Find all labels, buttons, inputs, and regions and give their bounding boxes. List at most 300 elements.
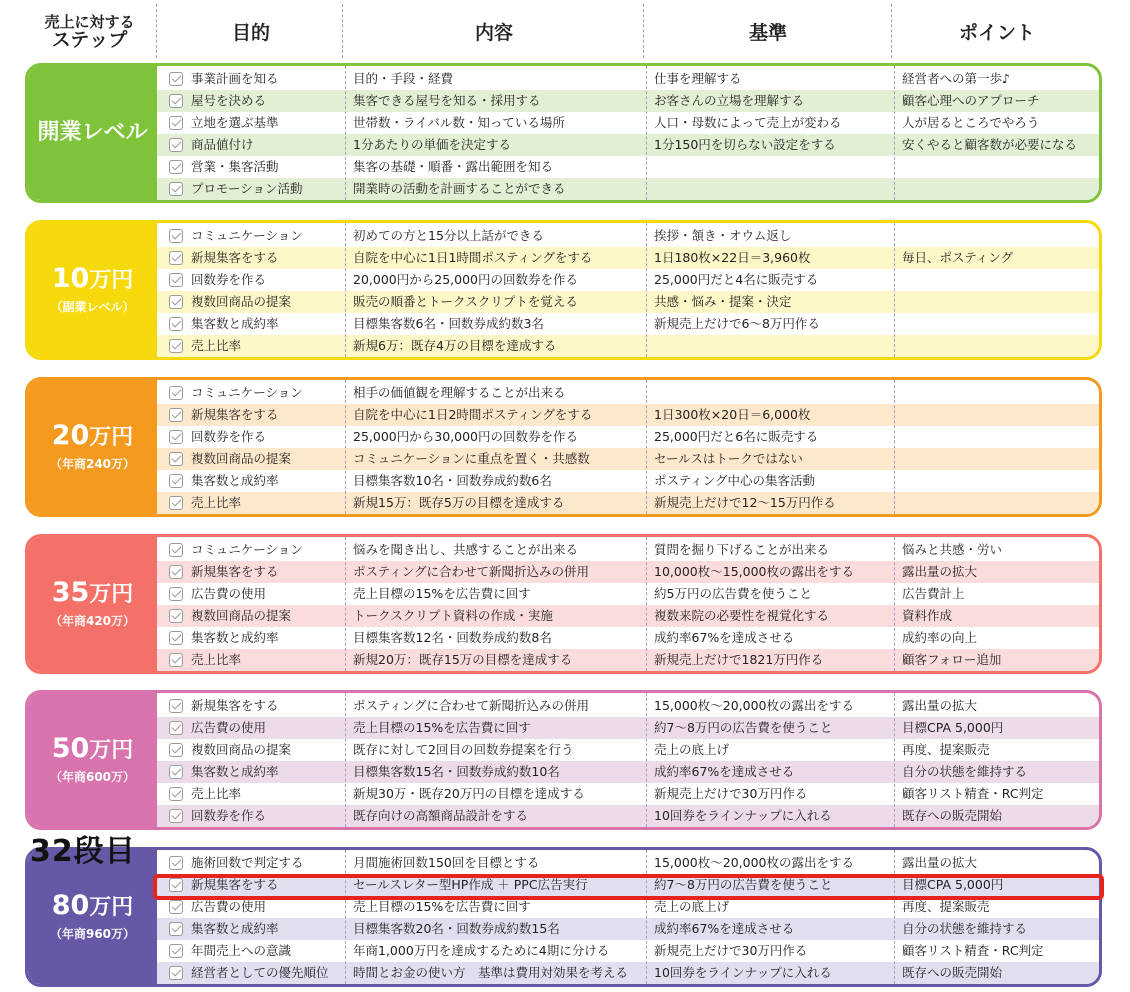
section-label — [28, 850, 157, 984]
table-row — [157, 918, 1099, 940]
row-purpose — [169, 269, 344, 291]
row-purpose-text: 新規集客をする — [191, 407, 279, 422]
row-content-text: 月間施術回数150回を目標とする — [353, 855, 540, 870]
row-content — [353, 470, 648, 492]
row-content — [353, 649, 648, 671]
row-content-text: 25,000円から30,000円の回数券を作る — [353, 429, 578, 444]
row-standard-text: 新規売上だけで12〜15万円作る — [654, 495, 836, 510]
section-rows — [157, 539, 1099, 671]
section-20man — [25, 377, 1102, 517]
row-content — [353, 225, 648, 247]
row-standard-text: 売上の底上げ — [654, 899, 730, 914]
row-point-text: 成約率の向上 — [902, 630, 978, 645]
section-label-main — [52, 265, 134, 295]
row-purpose — [169, 156, 344, 178]
row-point — [902, 940, 1102, 962]
row-purpose-text: 経営者としての優先順位 — [191, 965, 329, 980]
row-content — [353, 90, 648, 112]
column-divider — [345, 66, 346, 200]
row-content-text: 1分あたりの単価を決定する — [353, 137, 511, 152]
section-rows — [157, 695, 1099, 827]
section-label-value: 開業レベル — [37, 120, 148, 145]
checkbox-icon — [169, 317, 183, 331]
column-divider — [894, 850, 895, 984]
row-point — [902, 68, 1102, 90]
row-content-text: 年商1,000万円を達成するために4期に分ける — [353, 943, 610, 958]
column-divider — [345, 380, 346, 514]
row-standard-text: 新規売上だけで30万円作る — [654, 943, 808, 958]
table-row — [157, 852, 1099, 874]
row-standard-text: 挨拶・頷き・オウム返し — [654, 228, 792, 243]
row-content-text: 売上目標の15%を広告費に回す — [353, 720, 531, 735]
row-purpose-text: 複数回商品の提案 — [191, 742, 292, 757]
row-standard — [654, 426, 894, 448]
row-purpose-text: 集客数と成約率 — [191, 473, 279, 488]
row-purpose-text: プロモーション活動 — [191, 181, 303, 196]
table-row — [157, 805, 1099, 827]
checkbox-icon — [169, 386, 183, 400]
row-content — [353, 805, 648, 827]
row-content-text: 目的・手段・経費 — [353, 71, 454, 86]
row-content — [353, 313, 648, 335]
table-row — [157, 717, 1099, 739]
row-point — [902, 269, 1102, 291]
row-content-text: 新規15万：既存5万の目標を達成する — [353, 495, 565, 510]
checkbox-icon — [169, 94, 183, 108]
row-standard — [654, 649, 894, 671]
row-purpose-text: 集客数と成約率 — [191, 921, 279, 936]
row-purpose-text: 売上比率 — [191, 652, 242, 667]
checkbox-icon — [169, 408, 183, 422]
row-content-text: 悩みを聞き出し、共感することが出来る — [353, 542, 579, 557]
header-step-line1: 売上に対する — [44, 13, 135, 31]
row-content-text: 自院を中心に1日1時間ポスティングをする — [353, 250, 593, 265]
header-divider — [156, 4, 157, 58]
section-label-sub: （年商420万） — [49, 614, 136, 628]
column-divider — [646, 66, 647, 200]
row-content — [353, 112, 648, 134]
row-purpose-text: 回数券を作る — [191, 808, 267, 823]
row-purpose — [169, 605, 344, 627]
row-standard — [654, 313, 894, 335]
row-content-text: ポスティングに合わせて新聞折込みの併用 — [353, 564, 590, 579]
row-standard — [654, 761, 894, 783]
row-content-text: 自院を中心に1日2時間ポスティングをする — [353, 407, 593, 422]
row-content — [353, 918, 648, 940]
section-label — [28, 537, 157, 671]
section-rows — [157, 382, 1099, 514]
row-content — [353, 783, 648, 805]
checkbox-icon — [169, 496, 183, 510]
row-standard-text: セールスはトークではない — [654, 451, 803, 466]
row-purpose-text: 集客数と成約率 — [191, 316, 279, 331]
section-35man — [25, 534, 1102, 674]
table-row — [157, 492, 1099, 514]
row-standard-text: 新規売上だけで1821万円作る — [654, 652, 824, 667]
row-purpose-text: コミュニケーション — [191, 228, 303, 243]
row-point — [902, 583, 1102, 605]
row-standard — [654, 269, 894, 291]
row-standard — [654, 382, 894, 404]
row-point-text: 自分の状態を維持する — [902, 921, 1028, 936]
header-purpose: 目的 — [231, 21, 270, 44]
checkbox-icon — [169, 182, 183, 196]
row-point — [902, 90, 1102, 112]
row-content — [353, 561, 648, 583]
row-point — [902, 717, 1102, 739]
row-standard — [654, 156, 894, 178]
row-purpose — [169, 134, 344, 156]
checkbox-icon — [169, 900, 183, 914]
table-row — [157, 382, 1099, 404]
row-point — [902, 761, 1102, 783]
row-point — [902, 335, 1102, 357]
table-row — [157, 134, 1099, 156]
row-standard — [654, 605, 894, 627]
row-purpose-text: 複数回商品の提案 — [191, 294, 292, 309]
section-label-value: 35 — [51, 577, 90, 608]
row-standard-text: 25,000円だと4名に販売する — [654, 272, 819, 287]
row-standard — [654, 178, 894, 200]
row-content — [353, 605, 648, 627]
checkbox-icon — [169, 699, 183, 713]
row-standard-text: 15,000枚〜20,000枚の露出をする — [654, 698, 854, 713]
column-divider — [646, 537, 647, 671]
row-point-text: 目標CPA 5,000円 — [902, 720, 1004, 735]
row-purpose — [169, 739, 344, 761]
table-row — [157, 940, 1099, 962]
table-header — [0, 0, 1130, 62]
row-point-text: 顧客心理へのアプローチ — [902, 93, 1040, 108]
row-point — [902, 178, 1102, 200]
section-10man — [25, 220, 1102, 360]
row-purpose — [169, 940, 344, 962]
row-content — [353, 739, 648, 761]
checkbox-icon — [169, 653, 183, 667]
row-purpose-text: 営業・集客活動 — [191, 159, 279, 174]
row-standard-text: 成約率67%を達成させる — [654, 921, 795, 936]
row-point-text: 顧客フォロー追加 — [902, 652, 1002, 667]
column-divider — [646, 850, 647, 984]
checkbox-icon — [169, 430, 183, 444]
row-standard — [654, 852, 894, 874]
checkbox-icon — [169, 721, 183, 735]
row-content — [353, 962, 648, 984]
section-label — [28, 380, 157, 514]
row-point — [902, 783, 1102, 805]
row-point — [902, 134, 1102, 156]
row-purpose-text: 回数券を作る — [191, 429, 267, 444]
row-standard-text: 共感・悩み・提案・決定 — [654, 294, 792, 309]
row-point-text: 悩みと共感・労い — [902, 542, 1003, 557]
row-content-text: 目標集客数20名・回数券成約数15名 — [353, 921, 560, 936]
row-content — [353, 134, 648, 156]
row-purpose-text: 商品値付け — [191, 137, 254, 152]
row-point — [902, 561, 1102, 583]
table-row — [157, 539, 1099, 561]
row-point — [902, 404, 1102, 426]
row-content-text: 集客の基礎・順番・露出範囲を知る — [353, 159, 554, 174]
row-purpose-text: コミュニケーション — [191, 542, 303, 557]
header-divider — [643, 4, 644, 58]
row-purpose-text: 集客数と成約率 — [191, 630, 279, 645]
row-standard-text: お客さんの立場を理解する — [654, 93, 805, 108]
row-content — [353, 426, 648, 448]
row-point — [902, 470, 1102, 492]
row-purpose — [169, 539, 344, 561]
row-standard-text: 質問を掘り下げることが出来る — [654, 542, 830, 557]
row-content-text: 世帯数・ライバル数・知っている場所 — [353, 115, 565, 130]
row-purpose-text: 屋号を決める — [191, 93, 267, 108]
row-standard-text: 人口・母数によって売上が変わる — [654, 115, 842, 130]
row-content-text: 目標集客数10名・回数券成約数6名 — [353, 473, 552, 488]
row-standard — [654, 291, 894, 313]
row-content — [353, 761, 648, 783]
column-divider — [345, 693, 346, 827]
row-standard — [654, 68, 894, 90]
checkbox-icon — [169, 543, 183, 557]
row-standard — [654, 627, 894, 649]
row-content-text: トークスクリプト資料の作成・実施 — [353, 608, 553, 623]
header-standard: 基準 — [748, 21, 787, 44]
row-standard-text: 10,000枚〜15,000枚の露出をする — [654, 564, 854, 579]
table-row — [157, 156, 1099, 178]
row-purpose-text: 複数回商品の提案 — [191, 451, 292, 466]
row-purpose — [169, 404, 344, 426]
row-purpose-text: 広告費の使用 — [191, 720, 267, 735]
section-label — [28, 66, 157, 200]
row-point — [902, 448, 1102, 470]
row-standard-text: 新規売上だけで6〜8万円作る — [654, 316, 820, 331]
header-divider — [891, 4, 892, 58]
column-divider — [894, 537, 895, 671]
row-purpose-text: コミュニケーション — [191, 385, 303, 400]
section-label-main — [52, 422, 134, 452]
row-standard-text: 約5万円の広告費を使うこと — [654, 586, 812, 601]
row-purpose — [169, 90, 344, 112]
row-content-text: 初めての方と15分以上話ができる — [353, 228, 544, 243]
table-row — [157, 225, 1099, 247]
section-label-sub: （年商240万） — [49, 457, 136, 471]
checkbox-icon — [169, 631, 183, 645]
row-purpose-text: 広告費の使用 — [191, 586, 267, 601]
row-content-text: 売上目標の15%を広告費に回す — [353, 586, 531, 601]
row-point — [902, 492, 1102, 514]
row-purpose — [169, 962, 344, 984]
checkbox-icon — [169, 609, 183, 623]
checkbox-icon — [169, 922, 183, 936]
checkbox-icon — [169, 474, 183, 488]
section-label-main — [52, 892, 134, 922]
row-standard — [654, 492, 894, 514]
section-label-value: 20 — [51, 420, 90, 451]
row-point-text: 経営者への第一歩♪ — [902, 71, 1010, 86]
row-content — [353, 492, 648, 514]
row-purpose — [169, 492, 344, 514]
row-purpose — [169, 112, 344, 134]
checkbox-icon — [169, 966, 183, 980]
row-content — [353, 178, 648, 200]
row-purpose — [169, 627, 344, 649]
row-content-text: 既存に対して2回目の回数券提案を行う — [353, 742, 574, 757]
row-purpose — [169, 382, 344, 404]
row-standard — [654, 805, 894, 827]
row-standard — [654, 583, 894, 605]
row-point — [902, 605, 1102, 627]
row-standard-text: 複数来院の必要性を視覚化する — [654, 608, 830, 623]
highlight-box — [153, 874, 1104, 900]
section-rows — [157, 225, 1099, 357]
row-standard-text: 成約率67%を達成させる — [654, 764, 795, 779]
column-divider — [646, 380, 647, 514]
row-purpose — [169, 426, 344, 448]
row-content — [353, 269, 648, 291]
row-purpose — [169, 717, 344, 739]
row-purpose-text: 集客数と成約率 — [191, 764, 279, 779]
row-standard — [654, 783, 894, 805]
row-standard — [654, 962, 894, 984]
checkbox-icon — [169, 339, 183, 353]
table-row — [157, 313, 1099, 335]
row-point-text: 既存への販売開始 — [902, 808, 1003, 823]
row-standard — [654, 225, 894, 247]
row-standard-text: 約7〜8万円の広告費を使うこと — [654, 877, 833, 892]
row-point — [902, 313, 1102, 335]
row-point-text: 顧客リスト精査・RC判定 — [902, 786, 1044, 801]
row-standard — [654, 448, 894, 470]
checkbox-icon — [169, 765, 183, 779]
section-label-value: 50 — [51, 733, 90, 764]
row-purpose-text: 新規集客をする — [191, 698, 279, 713]
row-purpose — [169, 470, 344, 492]
row-content — [353, 382, 648, 404]
checkbox-icon — [169, 452, 183, 466]
row-content-text: 集客できる屋号を知る・採用する — [353, 93, 541, 108]
row-standard — [654, 539, 894, 561]
table-row — [157, 470, 1099, 492]
section-label-unit: 万円 — [89, 582, 134, 607]
header-step-line2: ステップ — [51, 29, 128, 51]
row-point-text: 再度、提案販売 — [902, 899, 990, 914]
section-label-unit: 万円 — [89, 425, 134, 450]
checkbox-icon — [169, 809, 183, 823]
row-purpose — [169, 583, 344, 605]
checkbox-icon — [169, 944, 183, 958]
row-purpose — [169, 313, 344, 335]
row-point-text: 自分の状態を維持する — [902, 764, 1028, 779]
row-content — [353, 940, 648, 962]
row-purpose-text: 新規集客をする — [191, 564, 279, 579]
row-standard-text: 1日180枚×22日＝3,960枚 — [654, 250, 811, 265]
column-divider — [646, 223, 647, 357]
row-content — [353, 539, 648, 561]
section-label — [28, 693, 157, 827]
row-content — [353, 404, 648, 426]
row-standard-text: 新規売上だけで30万円作る — [654, 786, 808, 801]
row-content-text: セールスレター型HP作成 ＋ PPC広告実行 — [353, 877, 588, 892]
table-row — [157, 90, 1099, 112]
row-purpose-text: 複数回商品の提案 — [191, 608, 292, 623]
section-80man — [25, 847, 1102, 987]
column-divider — [345, 537, 346, 671]
row-purpose — [169, 649, 344, 671]
row-purpose-text: 施術回数で判定する — [191, 855, 304, 870]
row-purpose-text: 回数券を作る — [191, 272, 267, 287]
table-row — [157, 426, 1099, 448]
row-content — [353, 247, 648, 269]
row-purpose-text: 売上比率 — [191, 338, 242, 353]
table-row — [157, 962, 1099, 984]
row-point-text: 広告費計上 — [902, 586, 965, 601]
section-label-unit: 万円 — [89, 268, 134, 293]
table-row — [157, 783, 1099, 805]
column-divider — [894, 693, 895, 827]
column-divider — [345, 850, 346, 984]
table-row — [157, 649, 1099, 671]
row-content-text: 目標集客数15名・回数券成約数10名 — [353, 764, 560, 779]
row-purpose — [169, 68, 344, 90]
section-label-main — [37, 119, 147, 147]
row-content-text: 新規30万・既存20万円の目標を達成する — [353, 786, 585, 801]
table-row — [157, 561, 1099, 583]
table-row — [157, 112, 1099, 134]
table-row — [157, 605, 1099, 627]
row-content-text: 20,000円から25,000円の回数券を作る — [353, 272, 578, 287]
row-content-text: コミュニケーションに重点を置く・共感数 — [353, 451, 590, 466]
row-point — [902, 805, 1102, 827]
table-row — [157, 448, 1099, 470]
row-point-text: 目標CPA 5,000円 — [902, 877, 1004, 892]
row-content — [353, 695, 648, 717]
row-purpose — [169, 805, 344, 827]
row-purpose — [169, 918, 344, 940]
row-standard-text: 約7〜8万円の広告費を使うこと — [654, 720, 833, 735]
table-row — [157, 627, 1099, 649]
row-purpose-text: 新規集客をする — [191, 877, 279, 892]
row-standard — [654, 112, 894, 134]
row-annotation-label: 32段目 — [30, 834, 136, 869]
section-rows — [157, 852, 1099, 984]
row-point-text: 資料作成 — [902, 608, 953, 623]
row-purpose — [169, 761, 344, 783]
row-purpose — [169, 852, 344, 874]
table-row — [157, 739, 1099, 761]
row-standard — [654, 561, 894, 583]
row-content — [353, 583, 648, 605]
row-standard-text: ポスティング中心の集客活動 — [654, 473, 816, 488]
row-purpose-text: 年間売上への意識 — [191, 943, 292, 958]
row-point-text: 露出量の拡大 — [902, 564, 978, 579]
section-label-main — [52, 579, 134, 609]
row-content — [353, 291, 648, 313]
row-content — [353, 717, 648, 739]
row-standard-text: 10回券をラインナップに入れる — [654, 808, 832, 823]
header-point: ポイント — [958, 21, 1035, 44]
row-content-text: 既存向けの高額商品設計をする — [353, 808, 529, 823]
row-point — [902, 112, 1102, 134]
row-content-text: 目標集客数6名・回数券成約数3名 — [353, 316, 544, 331]
checkbox-icon — [169, 295, 183, 309]
column-divider — [894, 66, 895, 200]
row-standard — [654, 90, 894, 112]
row-standard — [654, 247, 894, 269]
row-standard-text: 15,000枚〜20,000枚の露出をする — [654, 855, 854, 870]
row-standard — [654, 739, 894, 761]
section-label-main — [52, 735, 134, 765]
column-divider — [894, 223, 895, 357]
checkbox-icon — [169, 229, 183, 243]
row-standard-text: 売上の底上げ — [654, 742, 730, 757]
